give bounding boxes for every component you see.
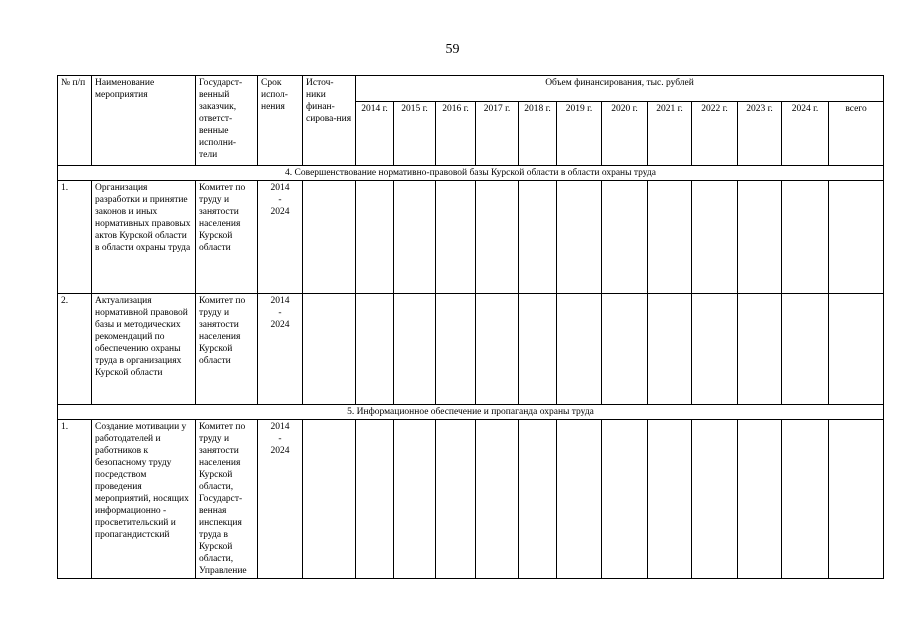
empty-cell: [303, 294, 356, 405]
table-row: [58, 181, 884, 294]
year-header: 2019 г.: [557, 102, 602, 166]
empty-cell: [782, 420, 829, 579]
empty-cell: [738, 420, 782, 579]
section-row: [58, 405, 884, 420]
year-header: 2018 г.: [519, 102, 557, 166]
empty-cell: [436, 420, 476, 579]
year-header: 2022 г.: [692, 102, 738, 166]
term-cell: [258, 294, 303, 405]
customer-cell: Комитет по труду и занятости населения Курской области: [196, 294, 258, 405]
term-start: 2014: [270, 422, 290, 432]
section-title: 4. Совершенствование нормативно-правовой базы Курской области в области охраны труда: [58, 166, 884, 181]
term-cell: [258, 181, 303, 294]
empty-cell: [476, 181, 519, 294]
page-number: 59: [445, 42, 460, 57]
row-number: 1.: [58, 181, 92, 294]
empty-cell: [356, 420, 394, 579]
financing-table: [57, 75, 884, 579]
term-end: 2024: [270, 207, 290, 217]
empty-cell: [692, 181, 738, 294]
empty-cell: [829, 420, 884, 579]
empty-cell: [648, 294, 692, 405]
empty-cell: [519, 294, 557, 405]
empty-cell: [557, 294, 602, 405]
term-start: 2014: [270, 296, 290, 306]
empty-cell: [782, 294, 829, 405]
term-start: 2014: [270, 183, 290, 193]
empty-cell: [692, 420, 738, 579]
measure-name: Актуализация нормативной правовой базы и методических рекомендаций по обеспечению охраны труда в организациях Курской области: [92, 294, 196, 405]
empty-cell: [476, 420, 519, 579]
customer-cell: Комитет по труду и занятости населения Курской области, Государст-венная инспекция труда в Курской области, Управление: [196, 420, 258, 579]
empty-cell: [436, 294, 476, 405]
header-funding: Объем финансирования, тыс. рублей: [356, 76, 884, 102]
year-header: 2020 г.: [602, 102, 648, 166]
empty-cell: [303, 181, 356, 294]
empty-cell: [557, 420, 602, 579]
year-header: 2021 г.: [648, 102, 692, 166]
table-row: [58, 294, 884, 405]
measure-name: Создание мотивации у работодателей и работников к безопасному труду посредством проведения мероприятий, носящих информационно - просветительский и пропагандистский: [92, 420, 196, 579]
year-header: 2017 г.: [476, 102, 519, 166]
empty-cell: [519, 181, 557, 294]
term-dash: -: [278, 308, 282, 318]
empty-cell: [394, 420, 436, 579]
section-title: 5. Информационное обеспечение и пропаганда охраны труда: [58, 405, 884, 420]
header-term: Срок испол-нения: [258, 76, 303, 166]
term-end: 2024: [270, 320, 290, 330]
header-row: [58, 76, 884, 102]
term-end: 2024: [270, 446, 290, 456]
year-header: 2023 г.: [738, 102, 782, 166]
empty-cell: [356, 294, 394, 405]
total-header: всего: [829, 102, 884, 166]
empty-cell: [829, 294, 884, 405]
empty-cell: [303, 420, 356, 579]
empty-cell: [394, 181, 436, 294]
empty-cell: [476, 294, 519, 405]
empty-cell: [602, 420, 648, 579]
empty-cell: [519, 420, 557, 579]
empty-cell: [436, 181, 476, 294]
row-number: 1.: [58, 420, 92, 579]
empty-cell: [648, 420, 692, 579]
empty-cell: [738, 294, 782, 405]
row-number: 2.: [58, 294, 92, 405]
empty-cell: [557, 181, 602, 294]
empty-cell: [356, 181, 394, 294]
empty-cell: [738, 181, 782, 294]
customer-cell: Комитет по труду и занятости населения Курской области: [196, 181, 258, 294]
term-dash: -: [278, 195, 282, 205]
empty-cell: [829, 181, 884, 294]
header-name: Наименование мероприятия: [92, 76, 196, 166]
empty-cell: [782, 181, 829, 294]
term-cell: [258, 420, 303, 579]
empty-cell: [648, 181, 692, 294]
term-dash: -: [278, 434, 282, 444]
year-header: 2015 г.: [394, 102, 436, 166]
header-num: № п/п: [58, 76, 92, 166]
empty-cell: [602, 294, 648, 405]
empty-cell: [692, 294, 738, 405]
table-row: [58, 420, 884, 579]
header-sources: Источ-ники финан-сирова-ния: [303, 76, 356, 166]
year-header: 2024 г.: [782, 102, 829, 166]
header-customer: Государст-венный заказчик, ответст-венные исполни-тели: [196, 76, 258, 166]
empty-cell: [394, 294, 436, 405]
year-header: 2016 г.: [436, 102, 476, 166]
empty-cell: [602, 181, 648, 294]
year-header: 2014 г.: [356, 102, 394, 166]
section-row: [58, 166, 884, 181]
measure-name: Организация разработки и принятие законов и иных нормативных правовых актов Курской области в области охраны труда: [92, 181, 196, 294]
